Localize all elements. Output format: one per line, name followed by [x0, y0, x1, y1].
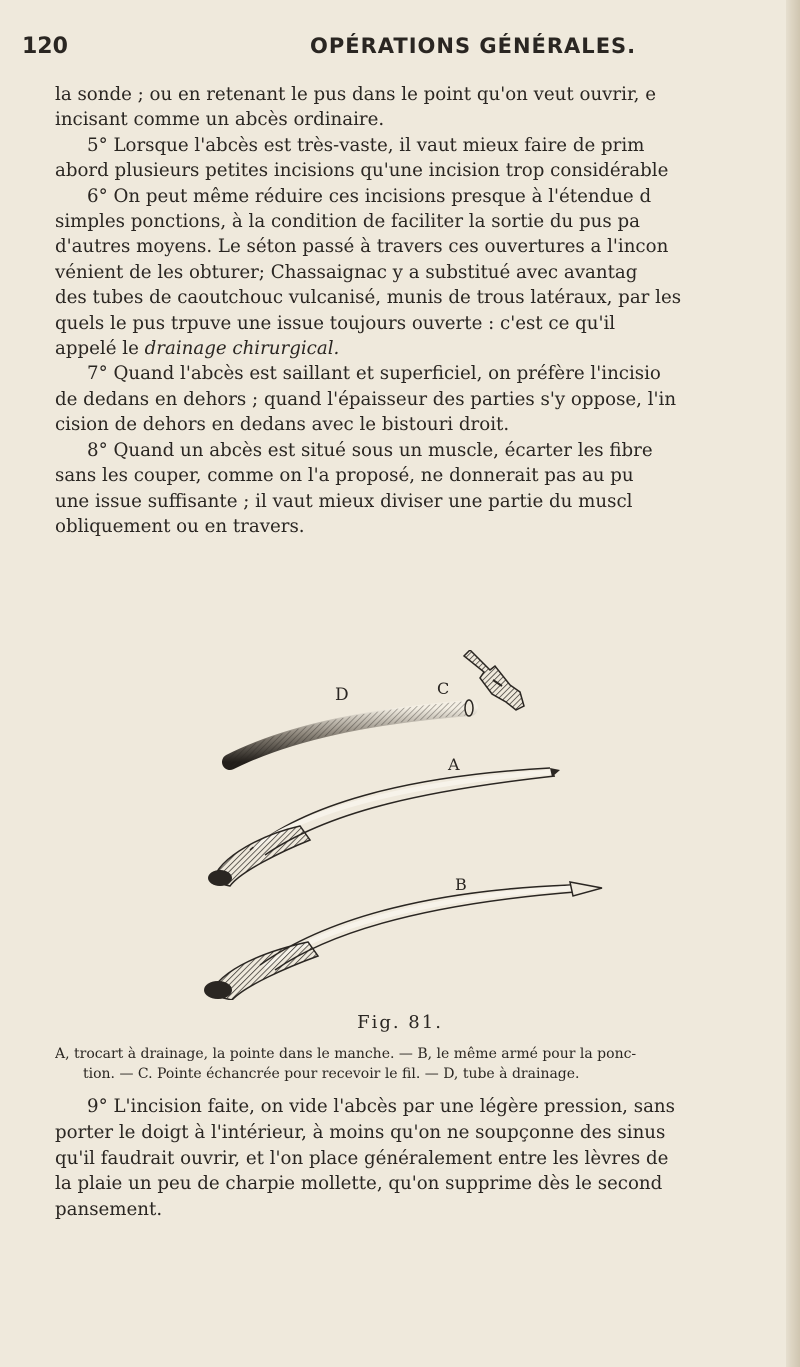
text-fragment: appelé le — [55, 338, 139, 360]
text-line: 5° Lorsque l'abcès est très-vaste, il vaut mieux faire de prim — [87, 134, 645, 156]
text-line: sans les couper, comme on l'a proposé, ne donnerait pas au pu — [55, 465, 634, 487]
text-line: 9° L'incision faite, on vide l'abcès par une légère pression, sans — [87, 1096, 675, 1117]
text-line: abord plusieurs petites incisions qu'une incision trop considérable — [55, 160, 669, 182]
text-line: incisant comme un abcès ordinaire. — [55, 109, 385, 131]
body-text-continued — [55, 1094, 767, 1223]
text-line: obliquement ou en travers. — [55, 515, 305, 537]
text-line: porter le doigt à l'intérieur, à moins qu'on ne soupçonne des sinus — [55, 1121, 666, 1143]
figure-label-b: B — [455, 875, 467, 894]
drainage-tube-d — [230, 700, 473, 762]
text-line: de dedans en dehors ; quand l'épaisseur des parties s'y oppose, l'in — [55, 388, 677, 410]
text-line: pansement. — [55, 1199, 163, 1221]
figure-title: Fig. 81. — [357, 1012, 443, 1033]
figure-label-c: C — [437, 679, 450, 698]
text-line: 6° On peut même réduire ces incisions presque à l'étendue d — [87, 185, 652, 207]
text-line: la plaie un peu de charpie mollette, qu'on supprime dès le second — [55, 1173, 663, 1195]
page-number: 120 — [22, 34, 68, 59]
text-line — [55, 336, 767, 361]
text-line: cision de dehors en dedans avec le bistouri droit. — [55, 414, 510, 436]
trocar-a — [208, 768, 560, 886]
page-edge — [786, 0, 800, 1367]
text-line: des tubes de caoutchouc vulcanisé, munis de trous latéraux, par les — [55, 287, 682, 309]
drainage-instruments-drawing — [190, 650, 640, 1000]
figure-label-d: D — [335, 685, 349, 705]
text-line: d'autres moyens. Le séton passé à travers ces ouvertures a l'incon — [55, 236, 669, 258]
text-line: qu'il faudrait ouvrir, et l'on place généralement entre les lèvres de — [55, 1147, 669, 1169]
figure-illustration — [190, 650, 640, 1000]
text-line: une issue suffisante ; il vaut mieux diviser une partie du muscl — [55, 490, 633, 512]
page-header — [22, 34, 762, 64]
trocar-b — [204, 882, 602, 1000]
figure-caption — [55, 1044, 767, 1084]
body-text — [55, 82, 767, 539]
figure-label-a: A — [448, 755, 460, 774]
italic-term: drainage chirurgical. — [144, 338, 340, 360]
text-line: simples ponctions, à la condition de faciliter la sortie du pus pa — [55, 211, 640, 233]
text-line: 7° Quand l'abcès est saillant et superficiel, on préfère l'incisio — [87, 363, 661, 385]
text-line: vénient de les obturer; Chassaignac y a substitué avec avantag — [55, 261, 638, 283]
running-head: OPÉRATIONS GÉNÉRALES. — [310, 34, 637, 58]
text-line: la sonde ; ou en retenant le pus dans le point qu'on veut ouvrir, e — [55, 84, 656, 105]
text-line: quels le pus trpuve une issue toujours ouverte : c'est ce qu'il — [55, 312, 616, 334]
caption-line: A, trocart à drainage, la pointe dans le manche. — B, le même armé pour la ponc- — [55, 1046, 637, 1062]
text-line: 8° Quand un abcès est situé sous un muscle, écarter les fibre — [87, 439, 653, 461]
caption-line: tion. — C. Pointe échancrée pour recevoir le fil. — D, tube à drainage. — [83, 1066, 580, 1082]
